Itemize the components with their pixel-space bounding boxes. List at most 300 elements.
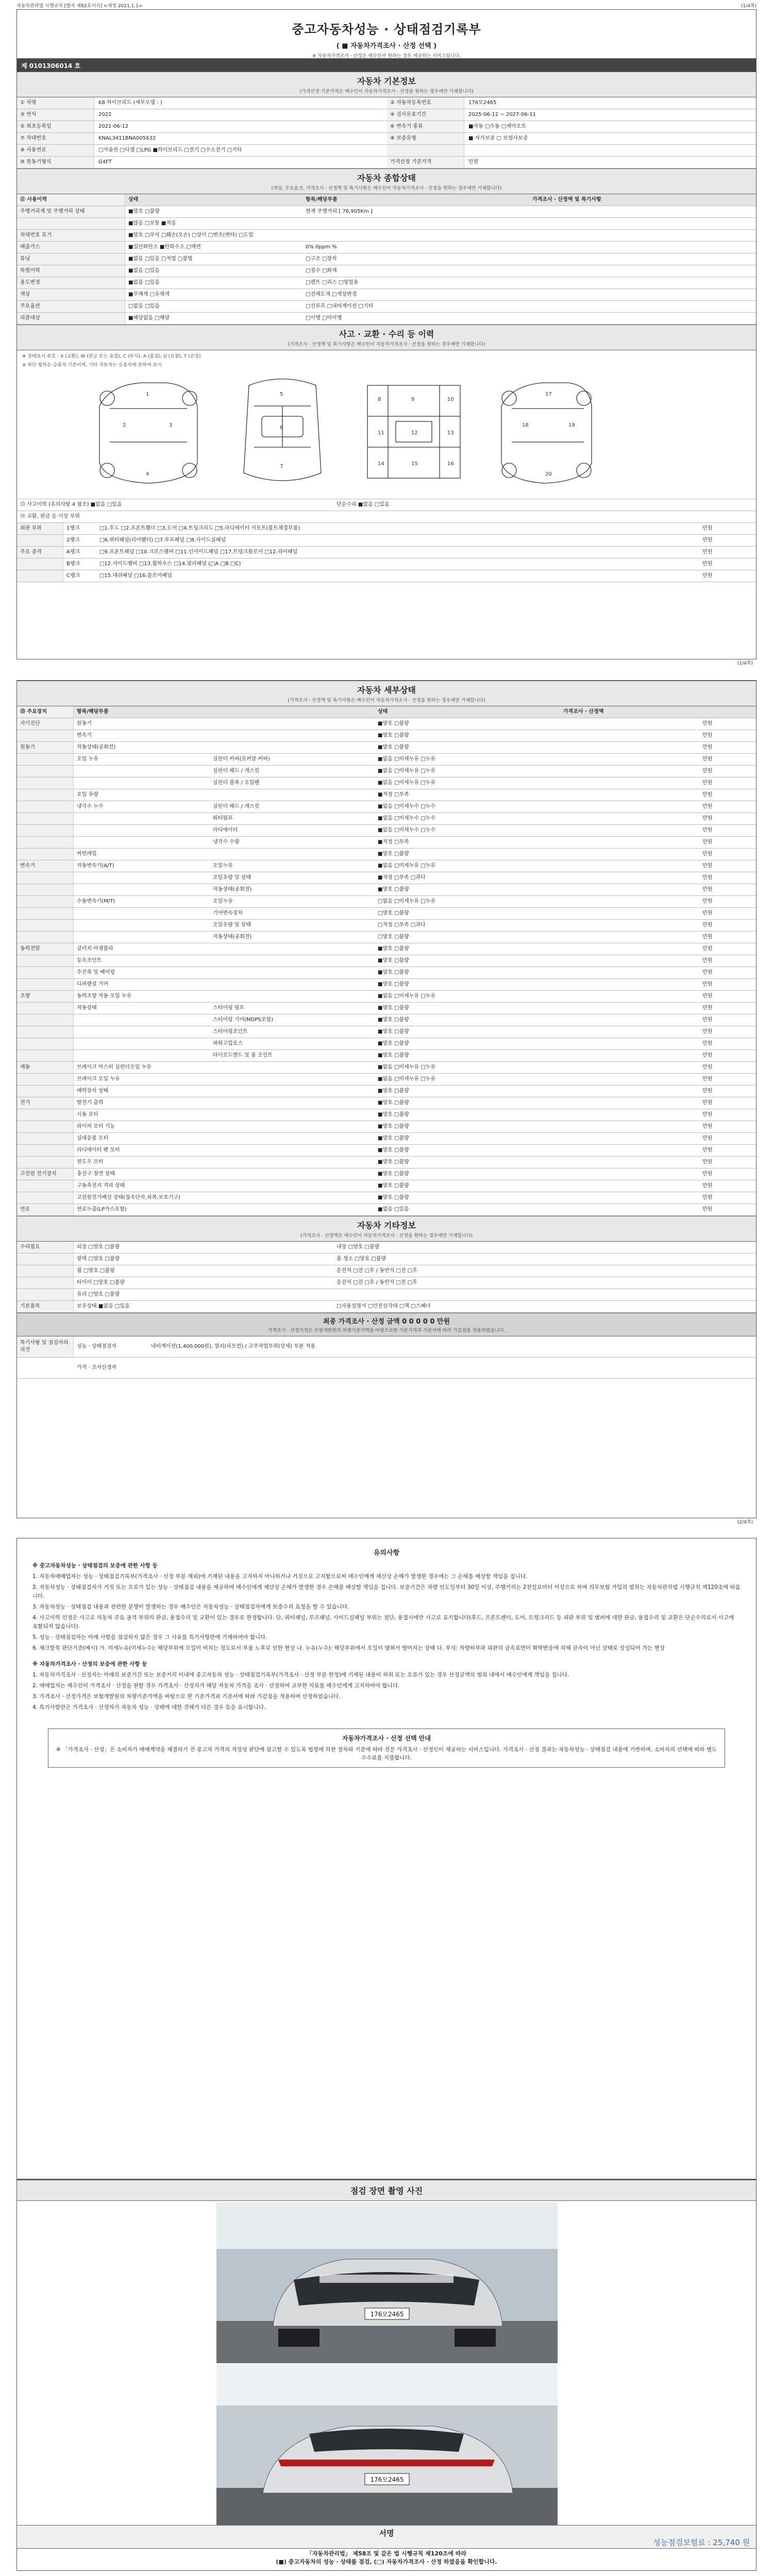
device-item: 와이퍼 모터 기능	[77, 1124, 115, 1129]
detail-header-row	[17, 706, 756, 718]
inspection-fee: 성능점검보험료 : 25,740 원	[653, 2538, 750, 2547]
basic-info-section	[17, 72, 756, 97]
device-status: ■양호 □불량	[378, 1053, 409, 1058]
device-group	[17, 908, 74, 919]
legal-paragraph: 3. 가격조사 · 산정가격은 보험개발원의 차량기준가액을 바탕으로 한 기준가격과 기준서에 따라 가감점을 적용하여 산정하였습니다.	[32, 1693, 341, 1700]
part-label: 2	[123, 422, 126, 428]
field-label: ⑨ 사용연료	[17, 145, 94, 156]
device-part: 워터펌프	[213, 816, 233, 821]
detail-row	[17, 1086, 756, 1097]
detail-row	[17, 979, 756, 991]
rear-car-image	[216, 2364, 558, 2525]
device-status: ■양호 □불량	[378, 946, 409, 952]
device-status: ■없음 □있음	[378, 1207, 409, 1212]
device-part	[213, 967, 373, 978]
detail-row	[17, 1145, 756, 1157]
overall-table	[17, 206, 756, 325]
device-part: 실린더 헤드 / 개스킷	[213, 804, 260, 809]
other-b: 룸 청소 □양호 □불량	[337, 1256, 386, 1262]
page-footer-number: (1/4쪽)	[737, 661, 753, 666]
price-unit: 만원	[702, 1171, 713, 1177]
other-label	[17, 1277, 74, 1289]
overall-status: ■없음 □있음	[128, 280, 160, 285]
field-value: 2025-06-12 ~ 2027-06-11	[468, 112, 536, 117]
basic-info-row	[17, 121, 756, 133]
price-unit: 만원	[702, 1076, 713, 1082]
detail-row	[17, 860, 756, 872]
overall-label: 차대번호 표기	[17, 230, 125, 241]
other-a: 유리 □양호 □불량	[77, 1292, 120, 1297]
device-status: ■없음 □미세누유 □누유	[378, 993, 435, 999]
price-unit: 만원	[702, 780, 713, 786]
device-status: ■양호 □불량	[378, 1088, 409, 1094]
device-status: ■양호 □불량	[378, 733, 409, 738]
section-note: (색상, 주요옵션, 가격조사 · 산정액 및 특기사항은 매수인이 자동차가격조사 · 산정을 원하는 경우에만 기재합니다)	[271, 186, 502, 191]
device-part: 오일유량 및 상태	[213, 922, 251, 928]
device-part: 기어변속장치	[213, 910, 243, 916]
device-group	[17, 1003, 74, 1014]
basic-info-row	[17, 133, 756, 145]
device-group: 동력전달	[17, 943, 74, 955]
field-value: 176모2465	[468, 100, 497, 106]
price-unit: 만원	[702, 1159, 713, 1165]
final-price-note: 가격조사 · 산정가격은 보험개발원의 차량기준가액을 바탕으로한 기준가격과 기준서에 따라 가감점을 적용하였습니다.	[267, 1328, 506, 1333]
device-group	[17, 931, 74, 943]
device-status: ■없음 □미세누유 □누유	[378, 863, 435, 869]
basic-info-table	[17, 97, 756, 168]
overall-extra: □이행 □미이행	[306, 315, 342, 321]
device-item: 자동변속기(A/T)	[77, 863, 114, 869]
device-status: ■양호 □불량	[378, 851, 409, 857]
device-item	[77, 1026, 211, 1038]
overall-status: ■양호 □부식 □훼손(오손) □상이 □변조(변타) □도말	[128, 232, 254, 238]
device-status: ■양호 □불량	[378, 721, 409, 726]
other-row	[17, 1253, 756, 1265]
document-title: 중고자동차성능 · 상태점검기록부	[292, 22, 481, 37]
overall-extra: □침수 □화재	[306, 268, 337, 274]
device-status: ■없음 □미세누수 □누수	[378, 804, 435, 809]
appraiser-note	[151, 1358, 718, 1378]
device-status: ■없음 □미세누유 □누유	[378, 780, 435, 786]
overall-section	[17, 168, 756, 194]
page-number: (1/4쪽)	[741, 4, 757, 9]
device-status: ■없음 □미세누수 □누수	[378, 816, 435, 821]
column-header: 상태	[128, 197, 139, 202]
detail-row	[17, 943, 756, 955]
detail-row	[17, 1003, 756, 1014]
detail-row	[17, 1121, 756, 1133]
device-item: 발전기 출력	[77, 1100, 104, 1106]
device-item	[77, 872, 211, 884]
device-part	[213, 742, 373, 753]
overall-extra: 0% 0ppm %	[306, 244, 337, 250]
device-item: 시동 모터	[77, 1112, 98, 1117]
legal-paragraph: 2. 매매업자는 매수인이 가격조사 · 산정을 원할 경우 가격조사 · 산정자가 해당 자동차 가격을 조사 · 산정하여 교부한 자료를 매수인에게 고지하여야 합니다.	[32, 1683, 400, 1689]
device-part: 스티어링조인트	[213, 1029, 248, 1035]
appraisal-notice-text: ※ 「가격조사 · 산정」은 소비자가 매매계약을 체결하기 전 중고차 가격의 적정성 판단에 참고할 수 있도록 법령에 의한 절차와 기준에 따라 전문 가격조사 · 산정인이 제공하는 서비스입니다. 가격조사 · 산정 결과는 자동차성능 · 상태점검 내용에 기반하며, 소비자의 선택에 따라 별도 수수료를 지불합니다.	[56, 1747, 717, 1761]
section-title: 자동차 기타정보	[357, 1221, 416, 1230]
price-unit: 만원	[702, 1005, 713, 1011]
device-part	[213, 1180, 373, 1192]
other-a: 광택 □양호 □불량	[77, 1256, 120, 1262]
price-unit: 만원	[702, 1100, 713, 1106]
price-unit: 만원	[702, 792, 713, 798]
signature-confirm: (■) 중고자동차의 성능 · 상태를 점검, (□) 자동차가격조사 · 산정 하였음을 확인합니다.	[276, 2558, 497, 2565]
damage-group-row	[17, 558, 756, 570]
detail-row	[17, 1026, 756, 1038]
field-label: ⑥ 변속기 종류	[387, 121, 464, 132]
device-item: 구동축전지 격리 상태	[77, 1183, 125, 1189]
other-b: 내장 □양호 □불량	[337, 1244, 380, 1250]
device-status: ■양호 □불량	[378, 1183, 409, 1189]
device-part	[213, 1192, 373, 1204]
price-unit: 만원	[702, 804, 713, 809]
part-label: 14	[378, 461, 384, 467]
device-group	[17, 1014, 74, 1026]
device-status: □양호 □불량	[378, 910, 409, 916]
overall-status: ■없음 □있음 □적법 □불법	[128, 256, 193, 262]
price-unit: 만원	[702, 851, 713, 857]
price-unit: 만원	[702, 1029, 713, 1035]
device-part: 오일누유	[213, 899, 233, 904]
overall-status: ■무채색 □유채색	[128, 292, 170, 297]
price-unit: 만원	[702, 549, 713, 555]
device-status: □양호 □불량	[378, 934, 409, 940]
device-group	[17, 920, 74, 931]
final-price-title	[17, 1316, 756, 1326]
device-item	[77, 908, 211, 919]
legal-paragraph: 1. 자동차가격조사 · 산정자는 아래의 보증기간 또는 보증거리 이내에 중고자동차 성능 · 상태점검기록부(가격조사 · 산정 부분 한정)에 기재된 내용이 허위 또는 오류가 있는 경우 산정금액의 범위 내에서 매수인에게 책임을 집니다.	[32, 1672, 569, 1678]
device-group: 제동	[17, 1062, 74, 1073]
part-label: 12	[411, 430, 418, 436]
detail-table	[17, 718, 756, 1216]
other-label: 기본품목	[17, 1301, 74, 1312]
part-label: 7	[280, 464, 283, 469]
other-label: 수리필요	[17, 1242, 74, 1253]
front-plate: 176모2465	[370, 2311, 404, 2318]
rear-plate: 176모2465	[370, 2476, 404, 2483]
legal-paragraph: 3. 자동차성능 · 상태점검 내용과 관련한 분쟁이 발생하는 경우 매수인은 자동차성능 · 상태점검자에게 보증수리 요청을 할 수 있습니다.	[32, 1604, 349, 1610]
device-part	[213, 991, 373, 1002]
device-group: 전기	[17, 1097, 74, 1109]
page-2	[16, 680, 757, 1525]
damage-group-name	[17, 535, 63, 546]
device-status: ■양호 □불량	[378, 1159, 409, 1165]
damage-rank: C랭크	[66, 573, 80, 579]
damage-rank: A랭크	[66, 549, 80, 555]
device-part: 스티어링 기어(MDPS포함)	[213, 1017, 273, 1023]
form-reference-left: 자동차관리법 시행규칙 [별지 제82호서식] <개정 2021.1.1>	[16, 4, 143, 9]
detail-row	[17, 991, 756, 1003]
device-item: 수동변속기(M/T)	[77, 899, 115, 904]
section-title: 자동차 세부상태	[357, 685, 416, 695]
section-note: (가격조사 · 산정액은 매수인이 자동차가격조사 · 산정을 원하는 경우에만 기재합니다)	[300, 1233, 473, 1239]
field-value: ■ 자가보증 □ 보험사보증	[468, 135, 528, 141]
overall-extra	[306, 218, 527, 229]
other-table	[17, 1242, 756, 1313]
price-unit: 만원	[702, 1064, 713, 1070]
overall-label: 주행거리계 및 주행거리 상태	[17, 206, 125, 217]
inspector-label: 성능 · 상태점검자	[77, 1344, 117, 1349]
legal-paragraph: 2. 자동차성능 · 상태점검자가 거짓 또는 오류가 있는 성능 · 상태점검 내용을 제공하여 매수인에게 재산상 손해가 발생한 경우 손해를 배상할 책임을 집니다. 보증기간은 차량 인도일부터 30일 이상, 주행거리는 2천킬로미터 이상으로 하며 의무보험 가입의 범위는 자동차관리법 시행규칙 제120조에 따릅니다.	[32, 1584, 741, 1599]
price-unit: 만원	[702, 946, 713, 952]
price-unit: 만원	[702, 1088, 713, 1094]
detail-row	[17, 1133, 756, 1145]
basic-info-row	[17, 109, 756, 121]
final-price-label: 최종 가격조사 · 산정 금액	[323, 1318, 400, 1326]
field-label: ④ 검사유효기간	[387, 109, 464, 121]
device-item: 원동기	[77, 721, 92, 726]
device-status: ■양호 □불량	[378, 1029, 409, 1035]
device-part	[213, 1097, 373, 1109]
other-row	[17, 1301, 756, 1313]
other-label	[17, 1289, 74, 1300]
detail-row	[17, 872, 756, 884]
device-part	[213, 1204, 373, 1215]
device-status: ■양호 □불량	[378, 744, 409, 750]
page-1	[16, 9, 757, 666]
other-section	[17, 1216, 756, 1242]
detail-row	[17, 837, 756, 849]
damage-rank: 1랭크	[66, 526, 80, 531]
page-3	[16, 1538, 757, 2179]
device-item: 추진축 및 베어링	[77, 970, 115, 975]
device-item: 충전구 절연 상태	[77, 1171, 115, 1177]
device-item	[77, 837, 211, 848]
device-group: 고전원 전기장치	[17, 1168, 74, 1180]
device-status: ■양호 □불량	[378, 1041, 409, 1046]
device-item: 작동상태	[77, 1005, 97, 1011]
device-group	[17, 754, 74, 765]
detail-row	[17, 766, 756, 777]
field-label: ① 차명	[17, 97, 94, 109]
device-part	[213, 718, 373, 730]
overall-row	[17, 253, 756, 265]
price-unit: 만원	[702, 875, 713, 880]
field-label: ⑩ 원동기형식	[17, 157, 94, 168]
device-item: 디퍼렌셜 기어	[77, 981, 109, 987]
photo-section	[17, 2180, 756, 2201]
overall-extra: □선루프 □내비게이션 □기타	[306, 303, 374, 309]
device-part	[213, 1145, 373, 1156]
part-label: 13	[447, 430, 454, 436]
section-note: (가격조사 · 산정액 및 특기사항은 매수인이 자동차가격조사 · 산정을 원하는 경우에만 기재합니다)	[288, 698, 485, 703]
device-part: 작동상태(공회전)	[213, 887, 252, 892]
device-group: 조향	[17, 991, 74, 1002]
device-status: ■적정 □부족 □과다	[378, 875, 426, 880]
special-notes-row-a	[17, 1336, 756, 1358]
inspector-note: 내비게이션(1,400,000원), 열쇠(리모컨) / 고무작업부위(상세) 부분 적용	[151, 1344, 315, 1349]
field-value: 2021-06-12	[98, 124, 129, 129]
overall-label	[17, 218, 125, 229]
device-part	[213, 730, 373, 741]
device-part: 라디에이터	[213, 827, 238, 833]
part-label: 11	[378, 430, 384, 436]
device-item	[77, 813, 211, 824]
car-diagram	[17, 370, 756, 499]
device-item: 배력장치 상태	[77, 1088, 109, 1094]
damage-group-row	[17, 570, 756, 582]
device-group	[17, 1157, 74, 1168]
device-status: ■양호 □불량	[378, 1017, 409, 1023]
device-part: 오일유량 및 상태	[213, 875, 251, 880]
device-item: 오일 유량	[77, 792, 98, 798]
detail-row	[17, 742, 756, 754]
detail-row	[17, 777, 756, 789]
damage-group-name	[17, 558, 63, 570]
price-unit: 만원	[702, 922, 713, 928]
part-label: 17	[545, 392, 552, 397]
device-status: ■없음 □미세누유 □누유	[378, 1064, 435, 1070]
field-label: ⑧ 보증유형	[387, 133, 464, 144]
price-unit: 만원	[702, 1207, 713, 1212]
damage-items: □12.사이드멤버 □13.휠하우스 □14.필러패널 (□A □B □C)	[99, 561, 241, 567]
overall-status: ■일산화탄소 ■탄화수소 □매연	[128, 244, 201, 250]
field-label: ② 자동차등록번호	[387, 97, 464, 109]
other-row	[17, 1242, 756, 1253]
field-label: ⑦ 차대번호	[17, 133, 94, 144]
other-a: 휠 □양호 □불량	[77, 1268, 115, 1274]
device-part	[213, 955, 373, 967]
overall-row	[17, 313, 756, 325]
damage-group-name	[17, 570, 63, 582]
field-value: KNAL3411BNA005632	[98, 135, 156, 141]
device-group	[17, 730, 74, 741]
column-header: 항목/해당부품	[77, 709, 109, 715]
price-unit: 만원	[702, 958, 713, 963]
overall-status: ■양호 □불량	[128, 209, 160, 214]
detail-row	[17, 813, 756, 825]
price-unit: 만원	[702, 970, 713, 975]
damage-parts-row	[17, 511, 756, 523]
price-unit: 만원	[702, 573, 713, 579]
document-number: 제 0101306014 호	[17, 59, 756, 72]
legal-paragraph: 1. 자동차매매업자는 성능 · 상태점검기록부(가격조사 · 산정 부분 제외)에 기재된 내용을 고지하지 아니하거나 거짓으로 고지함으로써 매수인에게 재산상 손해가 발생한 경우에는 그 손해를 배상할 책임을 집니다.	[32, 1573, 528, 1580]
device-group	[17, 825, 74, 836]
detail-row	[17, 955, 756, 967]
section-title: 사고 · 교환 · 수리 등 이력	[339, 329, 434, 339]
field-value	[468, 145, 752, 156]
price-unit: 만원	[702, 733, 713, 738]
field-value: 2022	[98, 112, 112, 117]
diagram-note: ※ 하단 항목은 승용차 기준이며, 기타 자동차는 승용차에 준하여 표시	[22, 363, 162, 368]
price-unit: 만원	[702, 910, 713, 916]
other-row	[17, 1277, 756, 1289]
legal-paragraphs	[32, 1572, 741, 1653]
section-title: 자동차 종합상태	[357, 173, 416, 183]
final-price-amount: 0 0 0 0 0 만원	[402, 1318, 450, 1326]
appraisal-notice-title: 자동차가격조사 · 산정 선택 안내	[342, 1735, 431, 1742]
damage-rank: B랭크	[66, 561, 80, 567]
status-legend: ※ 상태표시 부호 : X (교환), W (판금 또는 용접), C (부식), A (흠집), U (요철), T (손상)	[22, 354, 201, 359]
page-footer-number: (2/4쪽)	[737, 1520, 753, 1525]
device-part	[213, 789, 373, 801]
other-b: 운전석 □전 □후 / 동반석 □전 □후	[337, 1268, 417, 1274]
field-label: ⑤ 최초등록일	[17, 121, 94, 132]
detail-row	[17, 896, 756, 908]
device-group	[17, 849, 74, 860]
other-b: □사용설명서 □안전삼각대 □잭 □스패너	[337, 1303, 431, 1309]
device-group	[17, 955, 74, 967]
overall-status: ■많음 □보통 ■적음	[128, 221, 176, 226]
price-unit: 만원	[702, 561, 713, 567]
document-header	[17, 10, 756, 59]
device-group	[17, 1074, 74, 1085]
device-item: 작동상태(공회전)	[77, 744, 116, 750]
device-part	[213, 1157, 373, 1168]
front-photo	[216, 2202, 558, 2363]
device-item	[77, 1014, 211, 1026]
damage-items: □9.프론트패널 □10.크로스멤버 □11.인사이드패널 □17.트렁크플로어 □12.리어패널	[99, 549, 298, 555]
document-subtitle: ( ■ 자동차가격조사 · 산정 선택 )	[336, 42, 437, 50]
accident-section	[17, 325, 756, 350]
overall-row	[17, 206, 756, 218]
device-item: 오일 누유	[77, 756, 98, 762]
price-unit: 만원	[702, 1017, 713, 1023]
device-status: ■없음 □미세누수 □누수	[378, 827, 435, 833]
device-group	[17, 1121, 74, 1132]
device-part: 냉각수 수량	[213, 839, 240, 845]
damage-items: □15.대쉬패널 □16.플로어패널	[99, 573, 172, 579]
device-part: 실린더 헤드 / 개스킷	[213, 768, 260, 774]
legal-paragraph: 5. 성능 · 상태점검자는 아래 사항을 점검하지 않은 경우 그 사유를 특기사항란에 기재하여야 합니다.	[32, 1634, 267, 1640]
legal-paragraphs	[32, 1671, 741, 1712]
overall-label: 용도변경	[17, 277, 125, 289]
price-unit: 만원	[702, 1112, 713, 1117]
device-status: ■양호 □불량	[378, 1147, 409, 1153]
damage-parts-title: ⑭ 교환, 판금 등 이상 부위	[20, 514, 80, 519]
price-unit: 만원	[702, 756, 713, 762]
device-part: 오일누유	[213, 863, 233, 869]
price-unit: 만원	[702, 827, 713, 833]
overall-status: ■해당없음 □해당	[128, 315, 170, 321]
overall-label: 배출가스	[17, 242, 125, 253]
device-part	[213, 1062, 373, 1073]
other-a: 보유상태 ■없음 □있음	[77, 1303, 130, 1309]
device-item: 변속기	[77, 733, 92, 738]
part-label: 15	[411, 461, 418, 467]
device-group	[17, 1133, 74, 1144]
device-item: 냉각수 누수	[77, 804, 104, 809]
front-car-image	[216, 2202, 558, 2363]
section-title: 자동차 기본정보	[357, 76, 416, 86]
device-group	[17, 1145, 74, 1156]
detail-row	[17, 1050, 756, 1062]
damage-group-row	[17, 547, 756, 558]
column-header: ⑪ 사용이력	[17, 194, 125, 206]
column-header: 가격조사 · 산정액	[563, 709, 604, 715]
section-note: (가격조사 · 산정액 및 특기사항은 매수인이 자동차가격조사 · 산정을 원하는 경우에만 기재합니다)	[288, 342, 485, 347]
device-status: □적정 □부족 □과다	[378, 922, 426, 928]
price-unit: 만원	[702, 899, 713, 904]
device-group: 변속기	[17, 860, 74, 872]
price-unit: 만원	[702, 1147, 713, 1153]
other-row	[17, 1289, 756, 1301]
device-part	[213, 1168, 373, 1180]
device-group	[17, 967, 74, 978]
detail-row	[17, 801, 756, 813]
overall-extra	[306, 230, 527, 241]
part-label: 1	[146, 392, 149, 397]
legal-paragraph: 6. 체크항목 판단기준(예시) 가. 미세누유(미세누수): 해당부위에 오일이 비치는 정도로서 부품 노후로 인한 현상 나. 누유(누수): 해당부위에서 오일이 맺혀서 떨어지는 상태 다. 부식: 차량하부와 외판의 금속표면이 화학반응에 의해 금속이 아닌 상태로 상실되어 가는 현상	[32, 1645, 665, 1651]
device-part	[213, 849, 373, 860]
simple-repair: 단순수리 ■없음 □있음	[337, 502, 390, 507]
part-label: 19	[568, 422, 575, 428]
detail-row	[17, 1192, 756, 1204]
overall-label: 색상	[17, 289, 125, 300]
damage-group-name: 주요 골격	[17, 547, 63, 558]
page-4	[16, 2179, 757, 2571]
